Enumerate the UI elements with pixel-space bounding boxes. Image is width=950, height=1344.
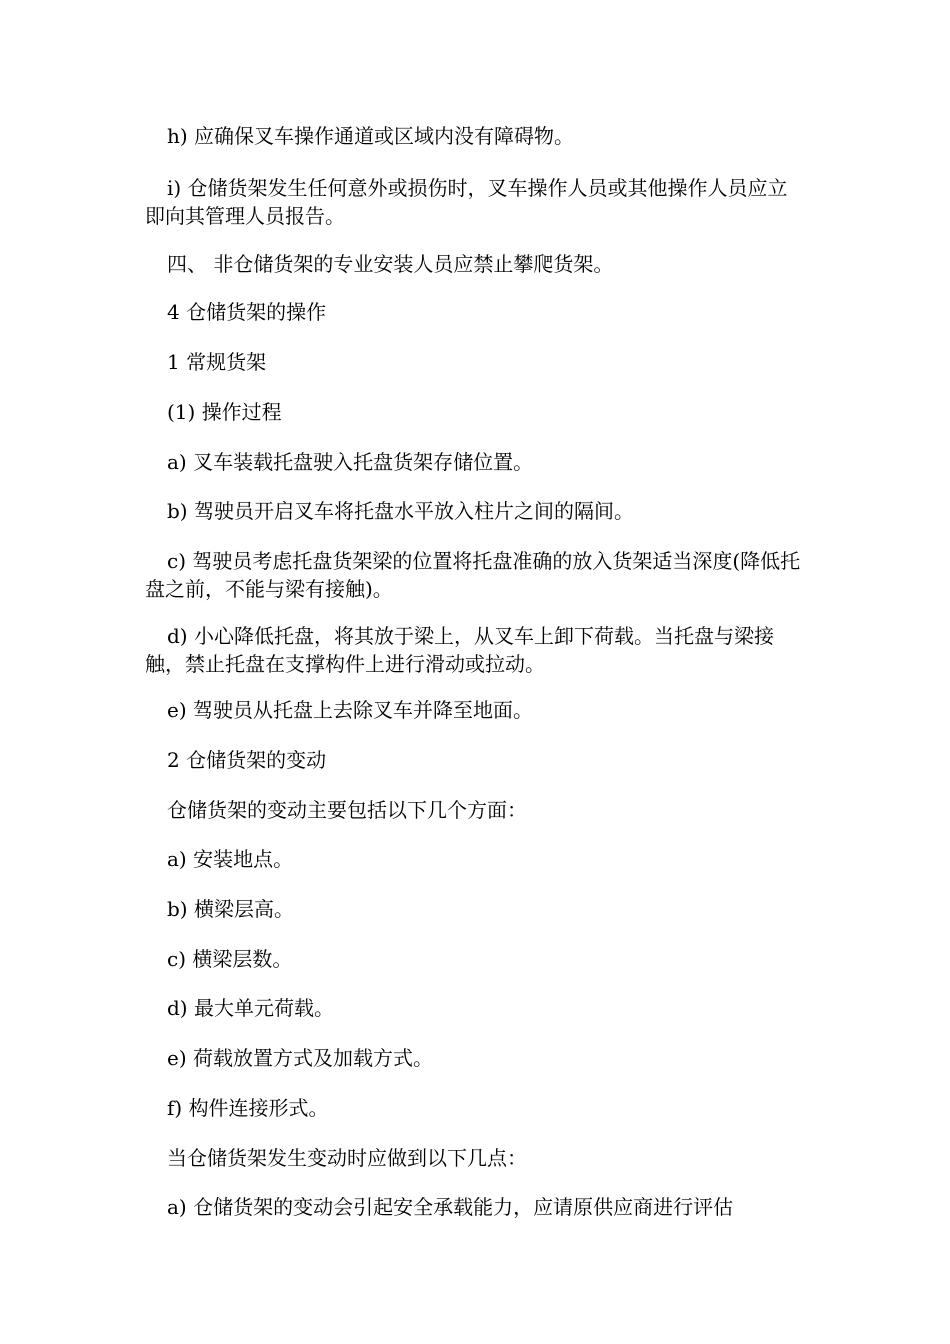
list-item-b: b) 横梁层高。 [167,897,294,921]
paragraph-changes-intro: 仓储货架的变动主要包括以下几个方面： [167,798,527,822]
list-item-a: a) 安装地点。 [167,847,294,871]
subsection-heading-regular-rack: 1 常规货架 [167,350,267,374]
list-item-a: a) 叉车装载托盘驶入托盘货架存储位置。 [167,450,534,474]
subsection-heading-operation-process: (1) 操作过程 [167,400,282,424]
paragraph-section-4: 四、 非仓储货架的专业安装人员应禁止攀爬货架。 [167,252,614,276]
list-item-d: d) 最大单元荷载。 [167,996,334,1020]
list-item-f: f) 构件连接形式。 [167,1096,329,1120]
list-item-c: c) 驾驶员考虑托盘货架梁的位置将托盘准确的放入货架适当深度(降低托盘之前，不能与梁有接触)。 [145,549,801,601]
paragraph-changes-requirements: 当仓储货架发生变动时应做到以下几点： [167,1146,527,1170]
section-heading-rack-changes: 2 仓储货架的变动 [167,748,327,772]
list-item-e: e) 驾驶员从托盘上去除叉车并降至地面。 [167,698,533,722]
paragraph-i: i) 仓储货架发生任何意外或损伤时，叉车操作人员或其他操作人员应立即向其管理人员报告。 [145,176,788,228]
list-item-a: a) 仓储货架的变动会引起安全承载能力，应请原供应商进行评估 [167,1195,734,1219]
list-item-b: b) 驾驶员开启叉车将托盘水平放入柱片之间的隔间。 [167,499,634,523]
list-item-c: c) 横梁层数。 [167,947,293,971]
paragraph-h: h) 应确保叉车操作通道或区域内没有障碍物。 [167,124,575,148]
section-heading-rack-operation: 4 仓储货架的操作 [167,300,327,324]
list-item-e: e) 荷载放置方式及加载方式。 [167,1046,433,1070]
list-item-d: d) 小心降低托盘，将其放于梁上，从叉车上卸下荷载。当托盘与梁接触，禁止托盘在支撑构件上进行滑动或拉动。 [145,624,774,676]
